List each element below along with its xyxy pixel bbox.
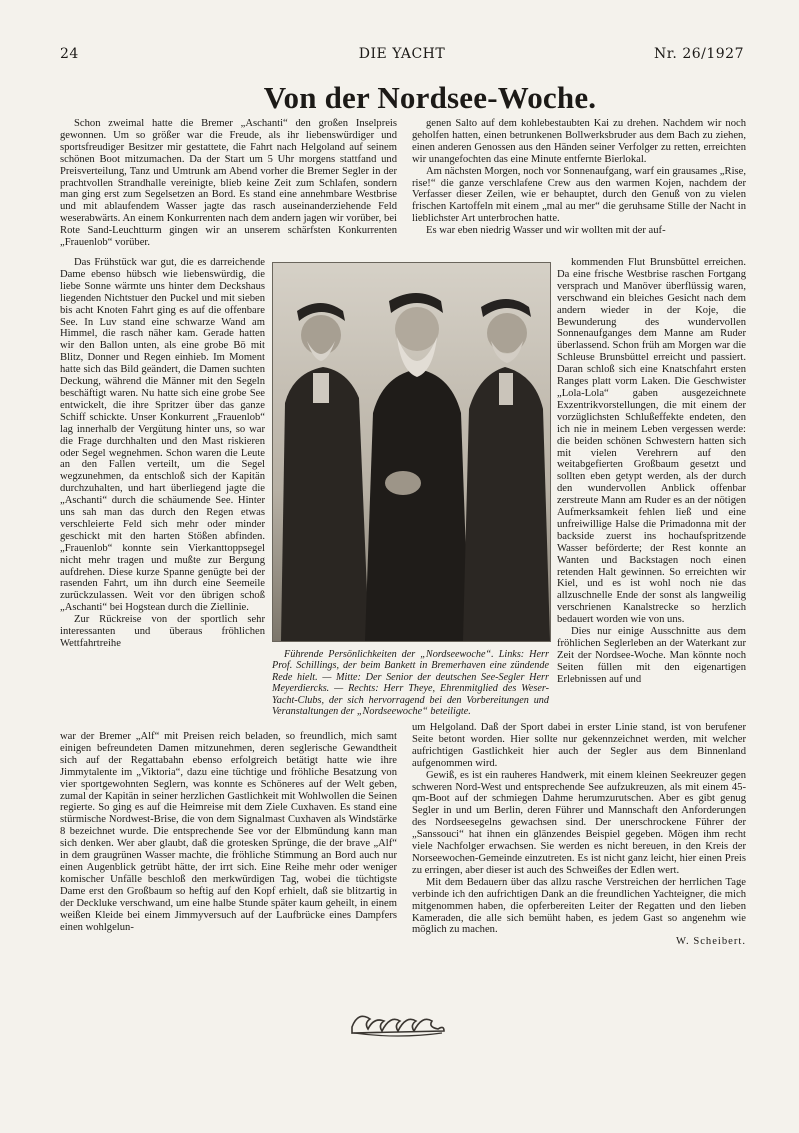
paragraph: Das Frühstück war gut, die es darreichende Dame ebenso hübsch wie liebenswürdig, die liebe Sonne wärmte uns hinter dem Deckshaus liegenden Nichtstuer den Puckel und mit sieben bis acht Knoten Fahrt ging es auf die offenbare See. In Luv stand eine schwarze Wand am Himmel, die rasch näher kam. Gerade hatten wir den Ballon unten, als eine grobe Bö mit Blitz, Donner und Regen einhieb. Im Moment hatte sich das Bild geändert, die Damen suchten Deckung, während die Männer mit den Segeln beschäftigt waren. Nu hatte sich eine grobe See entwickelt, die ihre Spritzer über das ganze Schiff schickte. Unser Konkurrent „Frauenlob“ lag innerhalb der Vergütung hinter uns, so war die Frage durchhalten und den Mast riskieren oder Segel wegnehmen. Schon waren die Leute an den Fallen verteilt, um die Segel wegzunehmen, da entschloß sich der Kapitän durchzuhalten, und hart überliegend jagte die „Aschanti“ durch die schäumende See. Hinter uns sah man das durch den Regen etwas verschleierte Feld sich mehr oder minder geschickt mit den harten Stößen abfinden. „Frauenlob“ konnte sein Vierkanttoppsegel nicht mehr tragen und mußte zur Bergung aufdrehen. Diese kurze Spanne genügte bei der rasenden Fahrt, um ihn durch eine Seemeile zurückzulassen. Weit vor den übrigen schoß „Aschanti“ bei Hogstean durch die Ziellinie. <box>60 257 265 614</box>
author-signature: W. Scheibert. <box>676 936 746 948</box>
paragraph: genen Salto auf dem kohlebestaubten Kai zu drehen. Nachdem wir noch geholfen hatten, einen betrunkenen Bollwerksbruder aus dem Bach zu ziehen, einen anderen Genossen aus den Händen seiner Verfolger zu retten, erreichten wir unangefochten das eine Minute entfernte Bierlokal. <box>412 118 746 165</box>
right-narrow-column <box>557 257 746 686</box>
paragraph: war der Bremer „Alf“ mit Preisen reich beladen, so freundlich, mich samt einigen befreundeten Damen mitzunehmen, deren seglerische Gewandtheit sich auf der Regattabahn ebenso erfolgreich betätigt hatte wie ihre Jimmytalente im „Viktoria“, dazu eine tüchtige und fröhliche Besatzung von vier sportgewohnten Seglern, was konnte es Schöneres auf der Welt geben, zumal der Kapitän in seiner herzlichen Gastlichkeit mit Wohlwollen die Seinen regierte. So ging es auf die Heimreise mit dem Ziele Cuxhaven. Es stand eine stürmische Nordwest-Brise, die von dem Signalmast Cuxhaven als Windstärke 8 bezeichnet wurde. Die entsprechende See vor der Elbmündung kann man sich denken. Wer aber glaubt, daß die grotesken Sprünge, die der brave „Alf“ in dem graugrünen Wasser machte, die fröhliche Stimmung an Bord auch nur einen Augenblick getrübt hätte, der irrt sich. Eine Reihe mehr oder weniger komischer Unfälle beschloß den merkwürdigen Tag, wobei die tüchtigste Dame erst den Großbaum so heftig auf den Kopf erhielt, daß sie blitzartig in der Deckluke verschwand, um eine halbe Stunde später kaum geheilt, in einem weißen Kleide bei einem Jimmyversuch auf der Laufbrücke eines Dampfers einen wohlgelun- <box>60 731 397 933</box>
issue-number: Nr. 26/1927 <box>654 46 744 62</box>
paragraph: Gewiß, es ist ein rauheres Handwerk, mit einem kleinen Seekreuzer gegen schweren Nord-West und entsprechende See aufzukreuzen, als mit einem 45-qm-Boot auf der schmiegen Dahme herumzurutschen. Aber es gibt genug Segler in und um Berlin, deren Führer und Mannschaft den Anforderungen des Nordseesegelns gewachsen sind. Der unerschrockene Führer der „Sanssouci“ hat ihnen ein glänzendes Beispiel gegeben. Mögen ihm recht viele Nachfolger erwachsen. Sie werden es nicht bereuen, in den Kreis der Norseewochen-Gemeinde einzutreten. Es ist nicht ganz leicht, hier einen Preis zu erringen, aber dieser ist auch des Schweißes der Edlen wert. <box>412 769 746 876</box>
page-number: 24 <box>60 46 79 62</box>
left-narrow-column <box>60 257 265 650</box>
magazine-name: DIE YACHT <box>358 46 446 62</box>
portrait-photo <box>272 262 551 642</box>
wave-ornament-icon <box>348 1005 448 1039</box>
paragraph: Schon zweimal hatte die Bremer „Aschanti“ den großen Inselpreis gewonnen. Um so größer war die Freude, als ihr liebenswürdiger und sportsfreudiger Besitzer mir gestattete, die Fahrt nach Helgoland auf seinem schönen Boot mitzumachen. Da der Start um 5 Uhr morgens stattfand und Preisverteilung, Tanz und Umtrunk am Abend vorher die Bremer Segler in der prachtvollen Strandhalle vereinigte, blieb keine Zeit zum Schlafen, sondern man ging erst zum Segelsetzen an Bord. Es stand eine annehmbare Westbrise und mit ablaufendem Wasser jagte das rasch auseinanderziehende Feld weserabwärts. An einem Konkurrenten nach dem andern jagen wir vorüber, bei Rote Sand-Leuchtturm gingen wir an unserem schärfsten Konkurrenten „Frauenlob“ vorüber. <box>60 118 397 249</box>
left-column-top <box>60 118 397 249</box>
paragraph: Am nächsten Morgen, noch vor Sonnenaufgang, warf ein grausames „Rise, rise!“ die ganze verschlafene Crew aus den warmen Kojen, nachdem der Verfasser dieser Zeilen, wie er behauptet, durch den Genuß von zu vielen frischen Kartoffeln mit einem „mal au mer“ die geruhsame Stille der Nacht in lieblichster Art unterbrochen hatte. <box>412 165 746 225</box>
running-header <box>60 46 744 66</box>
caption-text: Führende Persönlichkeiten der „Nordseewoche“. Links: Herr Prof. Schillings, der beim Bankett in Bremerhaven eine zündende Rede hielt. — Mitte: Der Senior der deutschen See-Segler Herr Meyerdiercks. — Rechts: Herr Theye, Ehrenmitglied des Weser-Yacht-Clubs, der sich hervorragend bei den Vorbereitungen und Veranstaltungen der „Nordseewoche“ beteiligte. <box>272 649 549 718</box>
paragraph: Es war eben niedrig Wasser und wir wollten mit der auf- <box>426 225 666 237</box>
left-column-bottom <box>60 731 397 933</box>
paragraph: kommenden Flut Brunsbüttel erreichen. Da eine frische Westbrise raschen Fortgang versprach und Manöver überflüssig waren, verschwand ein bleiches Gesicht nach dem andern wieder in der Koje, die Bewunderung des wundervollen Sonnenaufganges dem Manne am Ruder überlassend. Schon früh am Morgen war die Schleuse Brunsbüttel erreicht und passiert. Daran schloß sich eine Knatschfahrt ersten Ranges platt vorm Laken. Die Geschwister „Lola-Lola“ gaben ausgezeichnete Exzentrikvorstellungen, die mit einem der vorzüglichsten Schlußeffekte endeten, den ich nie in meinem Leben vergessen werde: die beiden schönen Schwestern hatten sich mit vielen Verehrern auf den weitabgefierten Großbaum gesetzt und sollten eben getypt werden, als der durch den wundervollen Anblick offenbar zerstreute Mann am Ruder es an der nötigen Aufmerksamkeit fehlen ließ und eine unfreiwillige Halse die Primadonna mit der backside zuerst ins hochaufspritzende Wasser beförderte; der Rest konnte an Wanten und Backstagen noch einen retenden Halt gewinnen. So erreichten wir Kiel, und es ist wohl noch nie das allzuschnelle Ende der sonst als langweilig verschrienen Kanalstrecke so herzlich bedauert worden wie von uns. <box>557 257 746 626</box>
right-column-bottom <box>412 722 746 948</box>
article-title: Von der Nordsee-Woche. <box>263 80 597 115</box>
three-men-photo-illustration <box>273 263 550 641</box>
right-column-top <box>412 118 746 237</box>
paragraph: Dies nur einige Ausschnitte aus dem fröhlichen Seglerleben an der Waterkant zur Zeit der Nordsee-Woche. Man könnte noch Seiten füllen mit den eigenartigen Erlebnissen auf und <box>557 626 746 685</box>
paragraph: Mit dem Bedauern über das allzu rasche Verstreichen der herrlichen Tage verbinde ich den aufrichtigen Dank an die freundlichen Yachteigner, die mich mitgenommen haben, die opferbereiten Leiter der Regatten und den lieben Kameraden, die alle sich bemüht haben, es jedem Gast so angenehm wie möglich zu machen. <box>412 876 746 936</box>
photo-caption <box>272 649 549 717</box>
paragraph: Zur Rückreise von der sportlich sehr interessanten und überaus fröhlichen Wettfahrtreihe <box>60 614 265 649</box>
paragraph: um Helgoland. Daß der Sport dabei in erster Linie stand, ist von berufener Seite betont worden. Hier sollte nur gekennzeichnet werden, mit welcher aufrichtigen Gastlichkeit hier auch der Segler aus dem Binnenland aufgenommen wird. <box>412 722 746 769</box>
